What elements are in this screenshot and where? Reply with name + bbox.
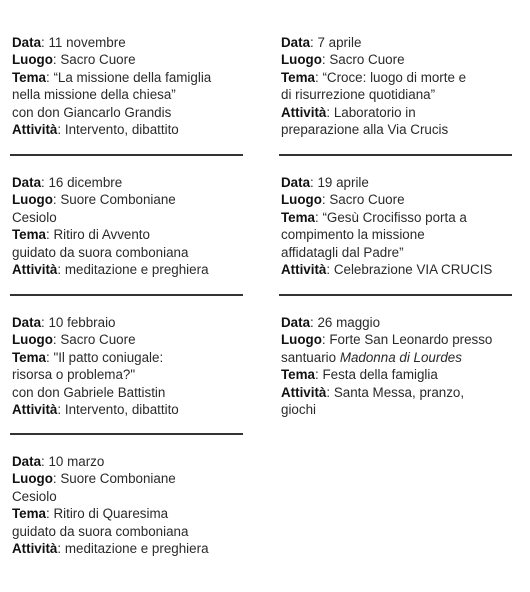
theme-label: Tema: [12, 506, 46, 522]
place-label: Luogo: [281, 332, 322, 348]
theme-value: "Il patto coniugale:: [53, 349, 164, 365]
place-line: Luogo: Forte San Leonardo presso: [281, 332, 493, 348]
date-label: Data: [12, 35, 42, 50]
activity-line: Attività: Santa Messa, pranzo,: [281, 384, 465, 400]
theme-line-cont: con don Gabriele Battistin: [12, 384, 166, 400]
activity-label: Attività: [281, 262, 327, 278]
activity-value: Santa Messa, pranzo,: [333, 384, 465, 400]
place-line: Luogo: Sacro Cuore: [281, 52, 405, 68]
theme-label: Tema: [12, 69, 46, 85]
theme-line-cont: guidato da suora comboniana: [12, 244, 189, 260]
place-line: Luogo: Suore Comboniane: [12, 192, 176, 208]
event-entry: [281, 314, 513, 418]
activity-line-cont: giochi: [281, 402, 316, 418]
activity-value: meditazione e preghiera: [64, 262, 209, 278]
theme-label: Tema: [12, 349, 46, 365]
theme-line: Tema: "Il patto coniugale:: [12, 349, 164, 365]
place-label: Luogo: [12, 471, 53, 487]
sanctuary-name: Madonna di Lourdes: [339, 349, 462, 365]
place-value: Sacro Cuore: [60, 52, 136, 68]
divider: [10, 154, 243, 156]
date-label: Data: [281, 35, 311, 50]
theme-line-cont: di risurrezione quotidiana”: [281, 87, 436, 103]
theme-value: “La missione della famiglia: [53, 69, 212, 85]
activity-line: Attività: Intervento, dibattito: [12, 402, 179, 418]
date-line: Data: 19 aprile: [281, 175, 369, 190]
place-line: Luogo: Sacro Cuore: [12, 52, 136, 68]
date-line: Data: 11 novembre: [12, 35, 126, 50]
theme-line: Tema: “Croce: luogo di morte e: [281, 69, 467, 85]
activity-value: Intervento, dibattito: [64, 122, 179, 138]
date-value: 7 aprile: [317, 35, 362, 50]
theme-line-cont: affidatagli dal Padre”: [281, 244, 404, 260]
activity-line-cont: preparazione alla Via Crucis: [281, 122, 449, 138]
theme-line: Tema: Festa della famiglia: [281, 367, 438, 383]
theme-line: Tema: “La missione della famiglia: [12, 69, 212, 85]
place-prefix: santuario: [281, 349, 340, 365]
theme-line: Tema: “Gesù Crocifisso porta a: [281, 209, 467, 225]
event-entry: [12, 174, 244, 278]
place-line-cont: Cesiolo: [12, 488, 57, 504]
activity-line: Attività: Laboratorio in: [281, 104, 416, 120]
date-line: Data: 26 maggio: [281, 315, 381, 330]
place-value: Sacro Cuore: [60, 332, 136, 348]
place-line-cont: [281, 349, 513, 366]
theme-value: Ritiro di Avvento: [53, 227, 150, 243]
date-line: Data: 16 dicembre: [12, 175, 123, 190]
place-value: Suore Comboniane: [60, 192, 176, 208]
date-value: 19 aprile: [317, 175, 369, 190]
date-label: Data: [281, 175, 311, 190]
theme-line-cont: guidato da suora comboniana: [12, 523, 189, 539]
divider: [279, 294, 512, 296]
activity-value: Laboratorio in: [333, 104, 416, 120]
date-value: 26 maggio: [317, 315, 381, 330]
place-label: Luogo: [12, 332, 53, 348]
activity-label: Attività: [12, 402, 58, 418]
date-label: Data: [12, 315, 42, 330]
event-entry: [12, 314, 244, 418]
theme-label: Tema: [12, 227, 46, 243]
activity-line: Attività: Celebrazione VIA CRUCIS: [281, 262, 493, 278]
activity-line: Attività: meditazione e preghiera: [12, 262, 209, 278]
place-line-cont: Cesiolo: [12, 209, 57, 225]
divider: [10, 294, 243, 296]
theme-value: “Gesù Crocifisso porta a: [322, 209, 467, 225]
date-value: 16 dicembre: [48, 175, 123, 190]
theme-label: Tema: [281, 367, 315, 383]
activity-value: Celebrazione VIA CRUCIS: [333, 262, 493, 278]
date-label: Data: [12, 175, 42, 190]
place-label: Luogo: [12, 192, 53, 208]
place-label: Luogo: [281, 192, 322, 208]
theme-line-cont: compimento la missione: [281, 227, 425, 243]
date-value: 10 febbraio: [48, 315, 116, 330]
activity-line: Attività: meditazione e preghiera: [12, 541, 209, 557]
date-label: Data: [12, 454, 42, 469]
event-entry: [12, 34, 244, 138]
date-line: Data: 10 febbraio: [12, 315, 116, 330]
place-line: Luogo: Sacro Cuore: [12, 332, 136, 348]
date-value: 11 novembre: [48, 35, 126, 50]
date-line: Data: 10 marzo: [12, 454, 105, 469]
place-line: Luogo: Suore Comboniane: [12, 471, 176, 487]
theme-value: “Croce: luogo di morte e: [322, 69, 467, 85]
activity-label: Attività: [12, 541, 58, 557]
theme-line-cont: risorsa o problema?": [12, 367, 136, 383]
date-line: Data: 7 aprile: [281, 35, 362, 50]
event-entry: [12, 453, 244, 557]
place-value: Forte San Leonardo presso: [329, 332, 493, 348]
activity-label: Attività: [281, 384, 327, 400]
divider: [10, 433, 243, 435]
date-label: Data: [281, 315, 311, 330]
event-entry: [281, 174, 513, 278]
activity-value: Intervento, dibattito: [64, 402, 179, 418]
place-value: Suore Comboniane: [60, 471, 176, 487]
activity-label: Attività: [281, 104, 327, 120]
event-entry: [281, 34, 513, 138]
theme-value: Festa della famiglia: [322, 367, 438, 383]
activity-value: meditazione e preghiera: [64, 541, 209, 557]
theme-line: Tema: Ritiro di Avvento: [12, 227, 150, 243]
theme-line-cont: nella missione della chiesa”: [12, 87, 176, 103]
place-label: Luogo: [12, 52, 53, 68]
activity-line: Attività: Intervento, dibattito: [12, 122, 179, 138]
theme-label: Tema: [281, 69, 315, 85]
theme-line-cont: con don Giancarlo Grandis: [12, 104, 172, 120]
activity-label: Attività: [12, 262, 58, 278]
theme-value: Ritiro di Quaresima: [53, 506, 169, 522]
place-value: Sacro Cuore: [329, 192, 405, 208]
divider: [279, 154, 512, 156]
activity-label: Attività: [12, 122, 58, 138]
place-line: Luogo: Sacro Cuore: [281, 192, 405, 208]
place-label: Luogo: [281, 52, 322, 68]
date-value: 10 marzo: [48, 454, 105, 469]
theme-line: Tema: Ritiro di Quaresima: [12, 506, 169, 522]
place-value: Sacro Cuore: [329, 52, 405, 68]
theme-label: Tema: [281, 209, 315, 225]
